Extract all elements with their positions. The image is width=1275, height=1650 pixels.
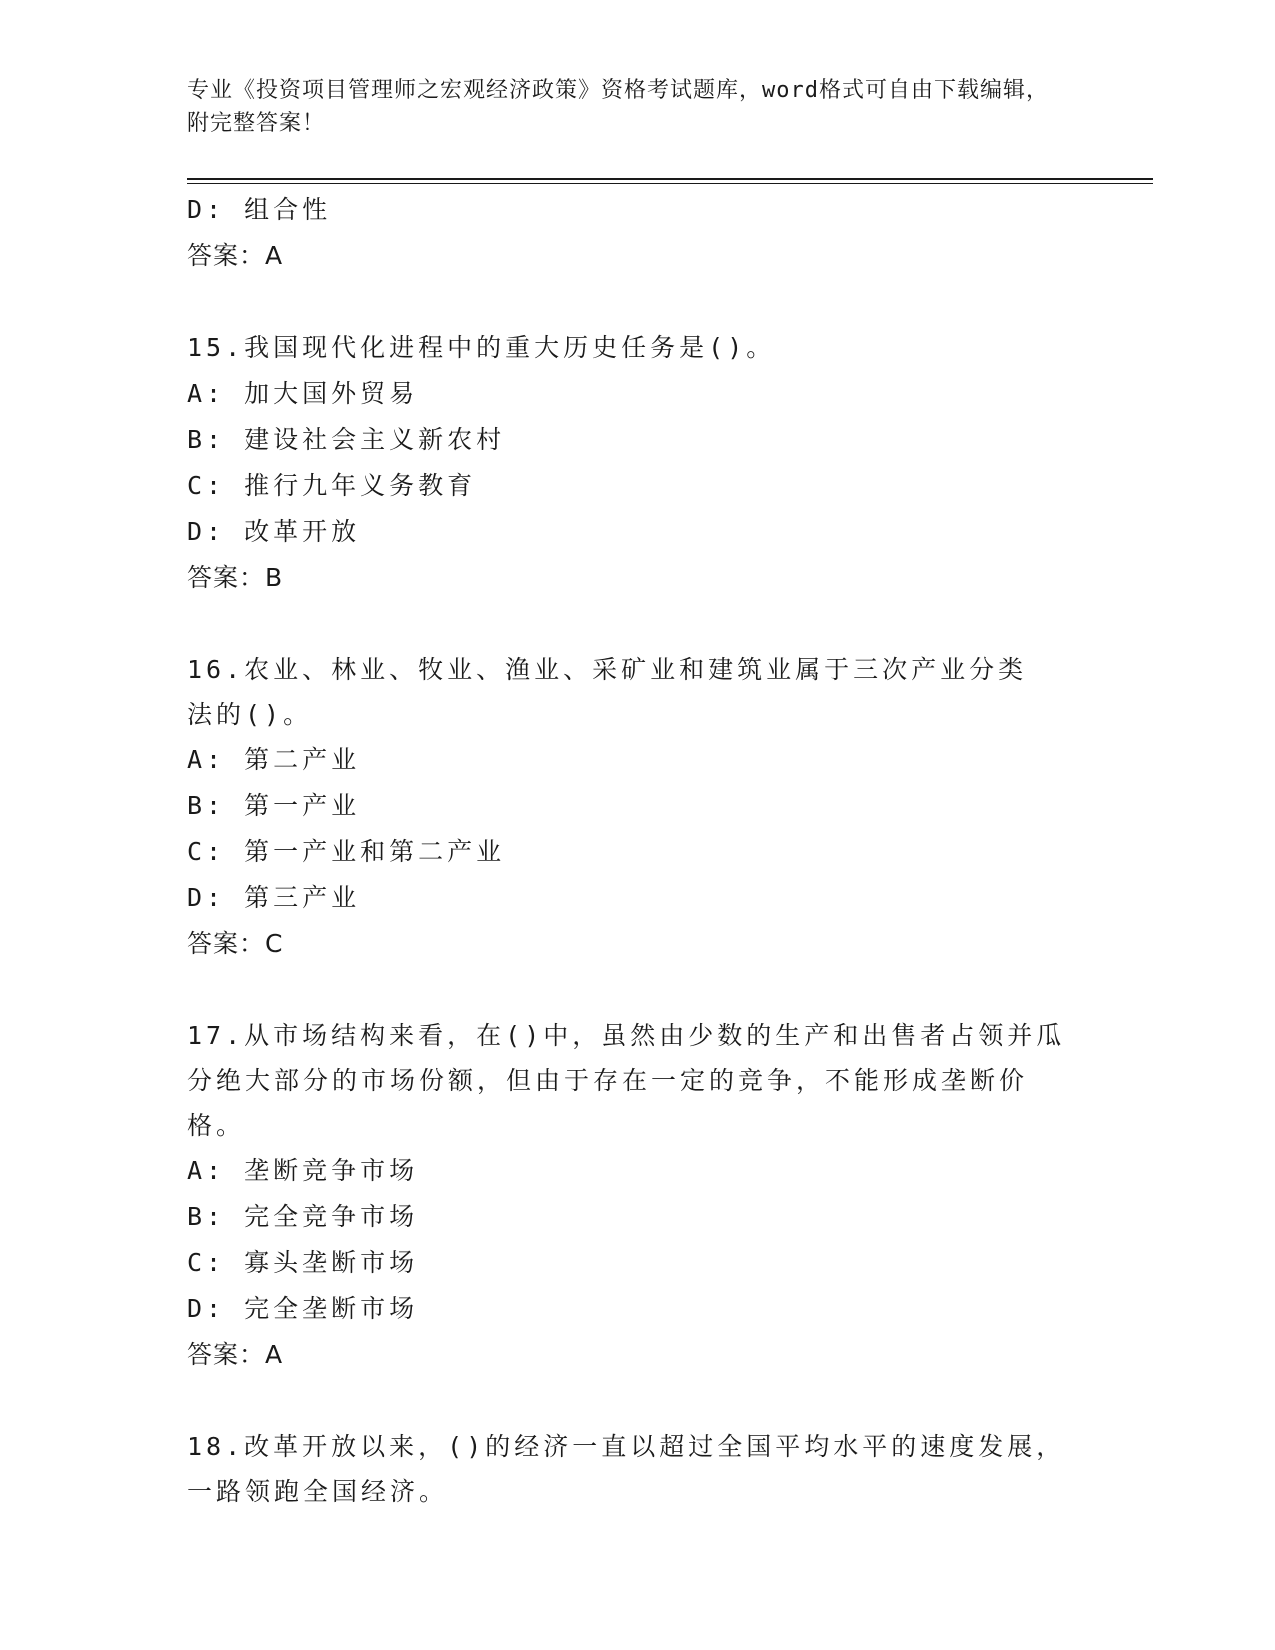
option-b: B: 第一产业 — [187, 791, 361, 820]
header-rule-thick — [187, 178, 1153, 180]
question-text: 16.农业、林业、牧业、渔业、采矿业和建筑业属于三次产业分类法的()。 — [187, 655, 1028, 729]
spacer — [187, 1378, 1087, 1424]
option-a: A: 垄断竞争市场 — [187, 1156, 419, 1185]
question-16 — [187, 647, 1087, 967]
answer: 答案：B — [187, 563, 284, 592]
option-c: C: 推行九年义务教育 — [187, 471, 477, 500]
option-d: D: 第三产业 — [187, 883, 361, 912]
prev-answer: 答案：A — [187, 241, 284, 270]
option-a: A: 加大国外贸易 — [187, 379, 419, 408]
option-d: D: 改革开放 — [187, 517, 361, 546]
option-c: C: 第一产业和第二产业 — [187, 837, 506, 866]
page-header: 专业《投资项目管理师之宏观经济政策》资格考试题库，word格式可自由下载编辑，附完整答案！ — [187, 78, 1049, 136]
spacer — [187, 601, 1087, 647]
question-15 — [187, 325, 1087, 601]
answer: 答案：A — [187, 1340, 284, 1369]
spacer — [187, 279, 1087, 325]
question-text: 15.我国现代化进程中的重大历史任务是()。 — [187, 333, 776, 362]
spacer — [187, 967, 1087, 1013]
question-18 — [187, 1424, 1087, 1514]
question-text: 17.从市场结构来看，在()中，虽然由少数的生产和出售者占领并瓜分绝大部分的市场份额，但由于存在一定的竞争，不能形成垄断价格。 — [187, 1021, 1066, 1140]
option-b: B: 建设社会主义新农村 — [187, 425, 506, 454]
question-content — [187, 187, 1087, 1514]
question-text: 18.改革开放以来，()的经济一直以超过全国平均水平的速度发展，一路领跑全国经济。 — [187, 1432, 1066, 1506]
header-rule-thin — [187, 183, 1153, 184]
prev-option-d: D: 组合性 — [187, 195, 332, 224]
option-d: D: 完全垄断市场 — [187, 1294, 419, 1323]
option-b: B: 完全竞争市场 — [187, 1202, 419, 1231]
question-17 — [187, 1013, 1087, 1378]
option-c: C: 寡头垄断市场 — [187, 1248, 419, 1277]
answer: 答案：C — [187, 929, 284, 958]
option-a: A: 第二产业 — [187, 745, 361, 774]
